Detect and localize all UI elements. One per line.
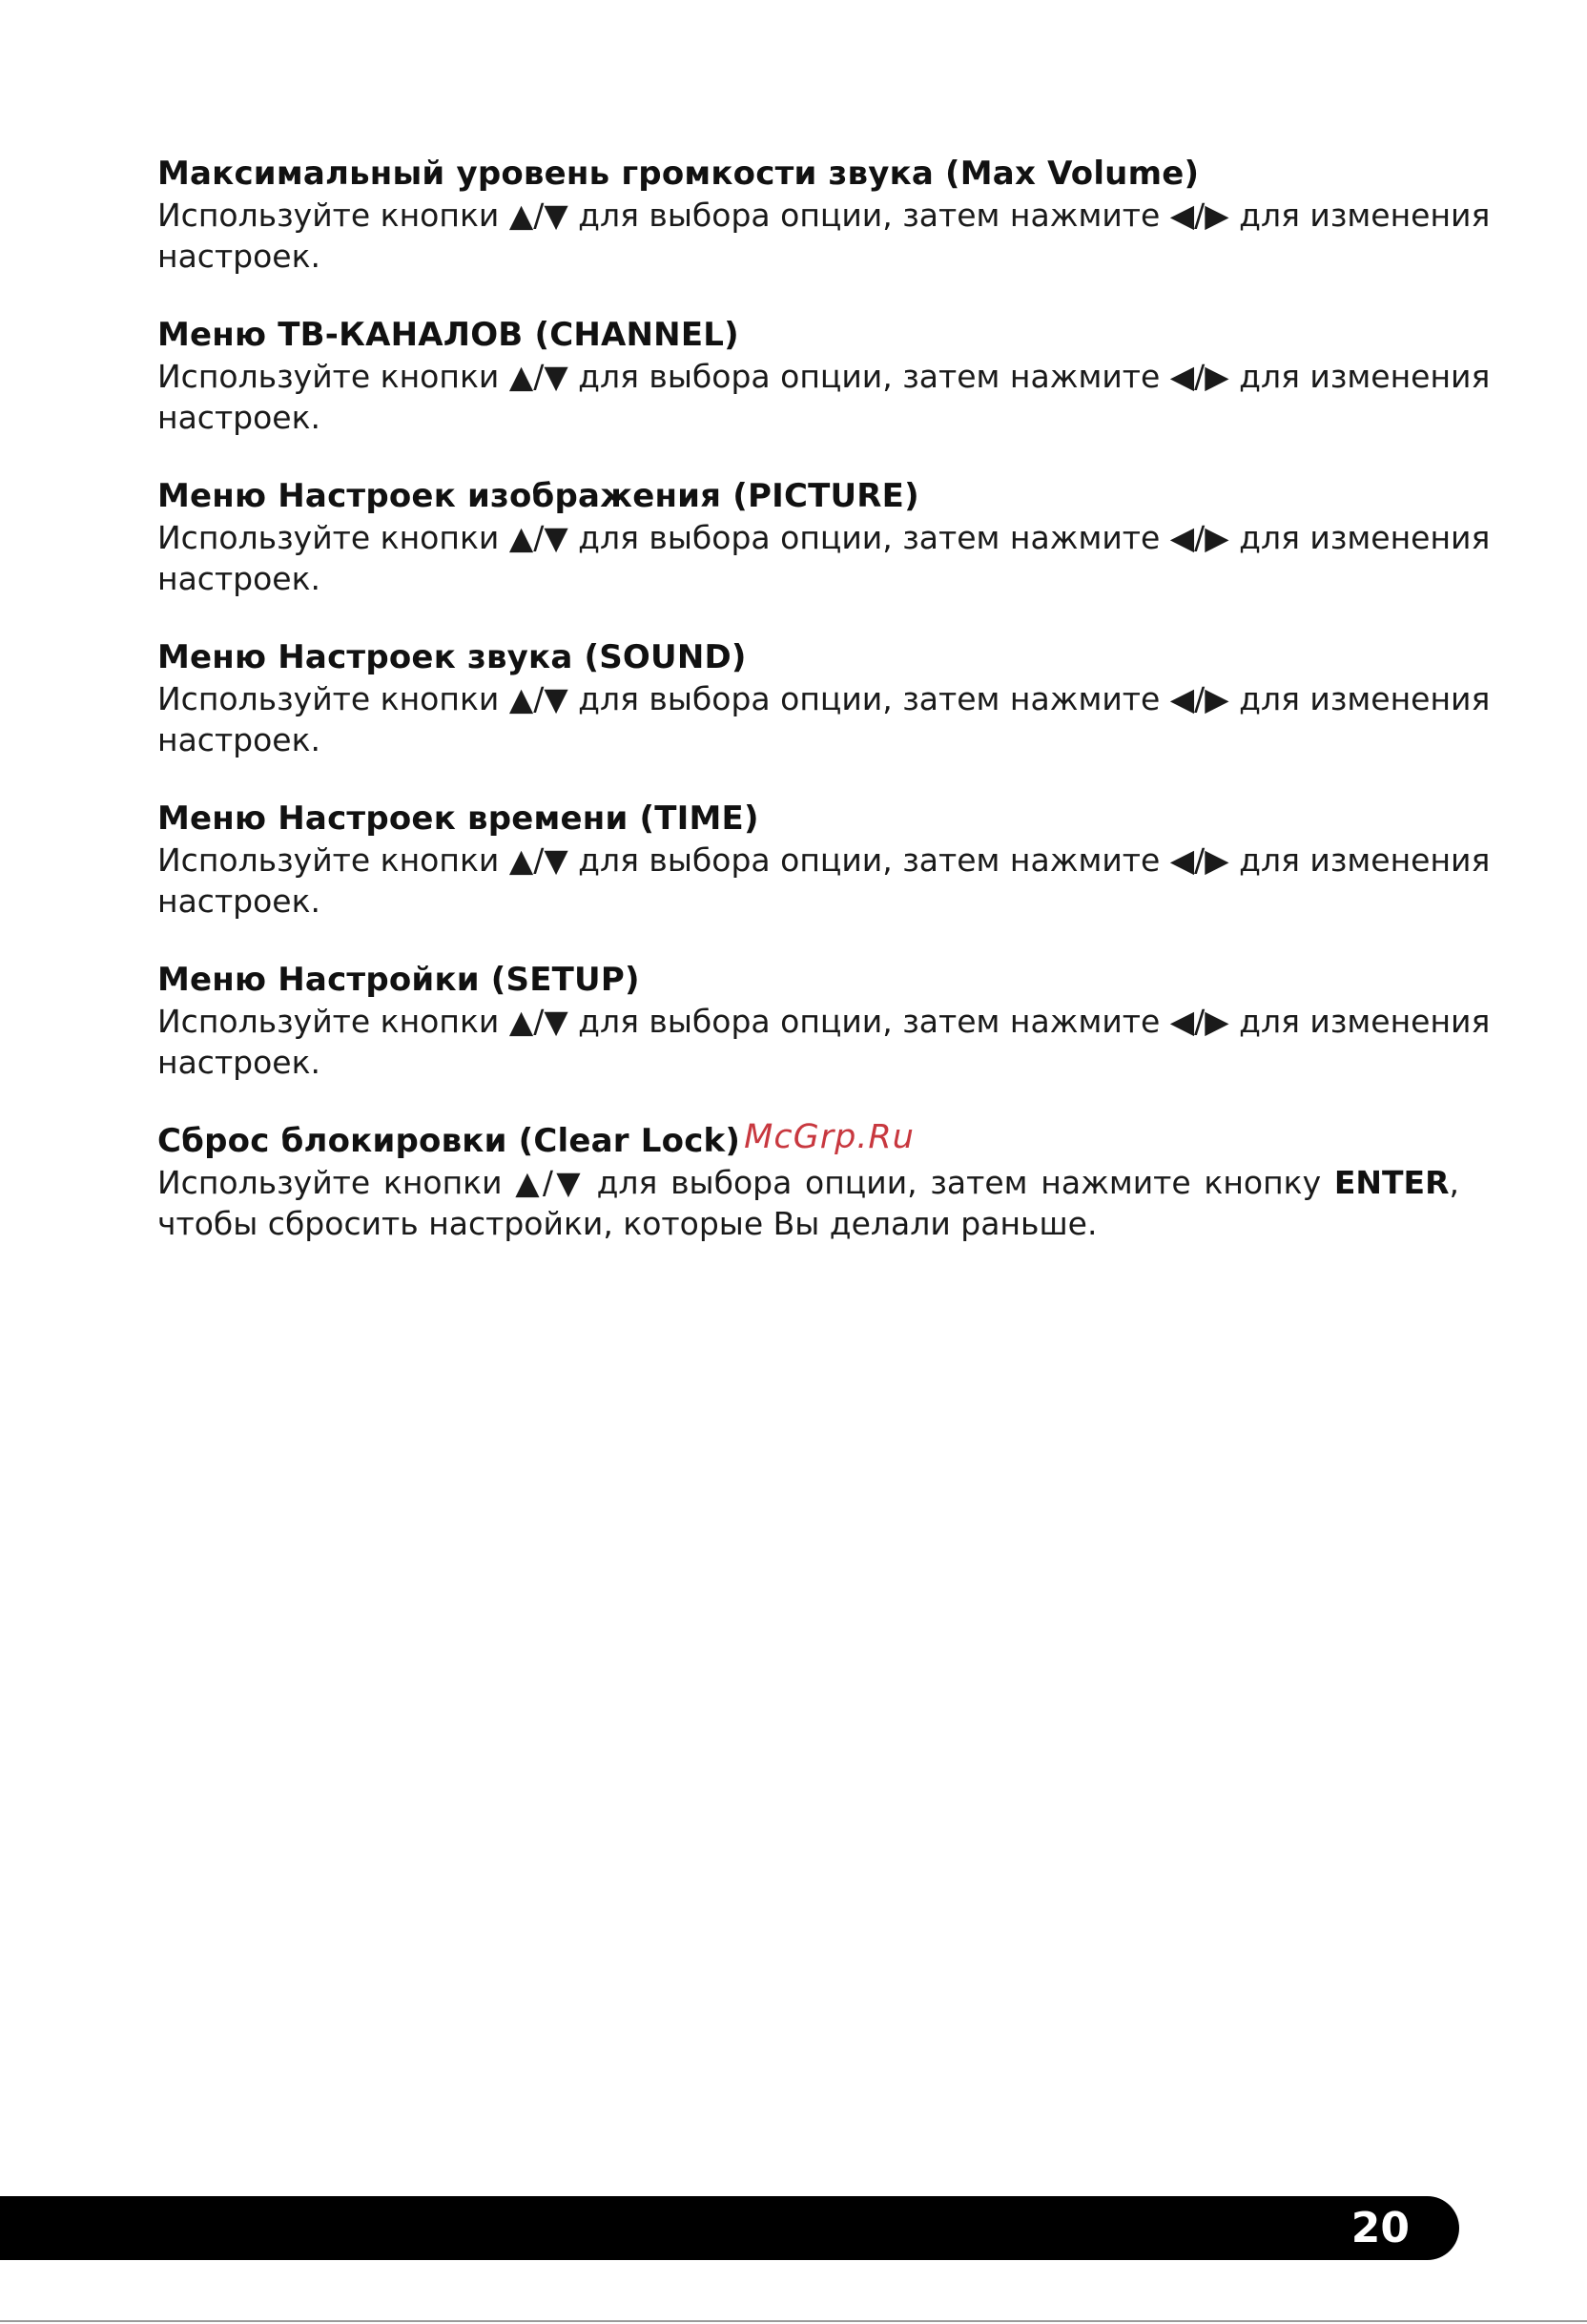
footer-bar xyxy=(0,2196,1459,2260)
enter-key-label: ENTER xyxy=(1333,1164,1450,1201)
section-body-line: настроек. xyxy=(157,399,321,436)
section-body-line: Используйте кнопки ▲/▼ для выбора опции, затем нажмите ◀/▶ для изменения xyxy=(157,197,1491,234)
section-body xyxy=(157,840,1491,922)
section-sound xyxy=(157,636,1491,760)
section-body xyxy=(157,356,1491,438)
page-number: 20 xyxy=(1350,2204,1410,2252)
section-clear-lock xyxy=(157,1120,1459,1244)
section-title: Меню ТВ-КАНАЛОВ (CHANNEL) xyxy=(157,316,739,354)
section-body xyxy=(157,678,1491,760)
section-body xyxy=(157,195,1491,277)
section-body-line: Используйте кнопки ▲/▼ для выбора опции, затем нажмите ◀/▶ для изменения xyxy=(157,680,1491,717)
section-body-line: Используйте кнопки ▲/▼ для выбора опции, затем нажмите ◀/▶ для изменения xyxy=(157,358,1491,395)
section-body-line: настроек. xyxy=(157,1044,321,1081)
body-text-before: Используйте кнопки ▲/▼ для выбора опции, затем нажмите кнопку xyxy=(157,1164,1334,1201)
section-body xyxy=(157,1001,1491,1083)
section-title: Меню Настроек звука (SOUND) xyxy=(157,638,747,676)
section-time xyxy=(157,798,1491,922)
section-body-line: Используйте кнопки ▲/▼ для выбора опции, затем нажмите ◀/▶ для изменения xyxy=(157,1003,1491,1040)
section-title: Максимальный уровень громкости звука (Max Volume) xyxy=(157,155,1200,193)
body-text-after: , чтобы сбросить настройки, которые Вы делали раньше. xyxy=(157,1164,1459,1242)
section-body xyxy=(157,1162,1459,1244)
section-body-line: настроек. xyxy=(157,882,321,920)
section-body-line: настроек. xyxy=(157,560,321,597)
section-body-line: настроек. xyxy=(157,238,321,275)
section-title: Сброс блокировки (Clear Lock) xyxy=(157,1122,741,1160)
section-body-line: Используйте кнопки ▲/▼ для выбора опции, затем нажмите ◀/▶ для изменения xyxy=(157,841,1491,879)
section-picture xyxy=(157,475,1491,599)
watermark-text: McGrp.Ru xyxy=(744,1118,915,1156)
section-title: Меню Настроек изображения (PICTURE) xyxy=(157,477,919,515)
section-channel xyxy=(157,314,1491,438)
section-setup xyxy=(157,959,1491,1083)
section-title: Меню Настроек времени (TIME) xyxy=(157,799,759,838)
section-title: Меню Настройки (SETUP) xyxy=(157,961,640,999)
document-content xyxy=(157,153,1491,1281)
section-title-row xyxy=(157,1120,1459,1162)
section-body-line: Используйте кнопки ▲/▼ для выбора опции, затем нажмите ◀/▶ для изменения xyxy=(157,519,1491,556)
section-body-line: настроек. xyxy=(157,721,321,758)
bottom-divider xyxy=(0,2320,1587,2322)
section-body xyxy=(157,517,1491,599)
section-max-volume xyxy=(157,153,1491,277)
